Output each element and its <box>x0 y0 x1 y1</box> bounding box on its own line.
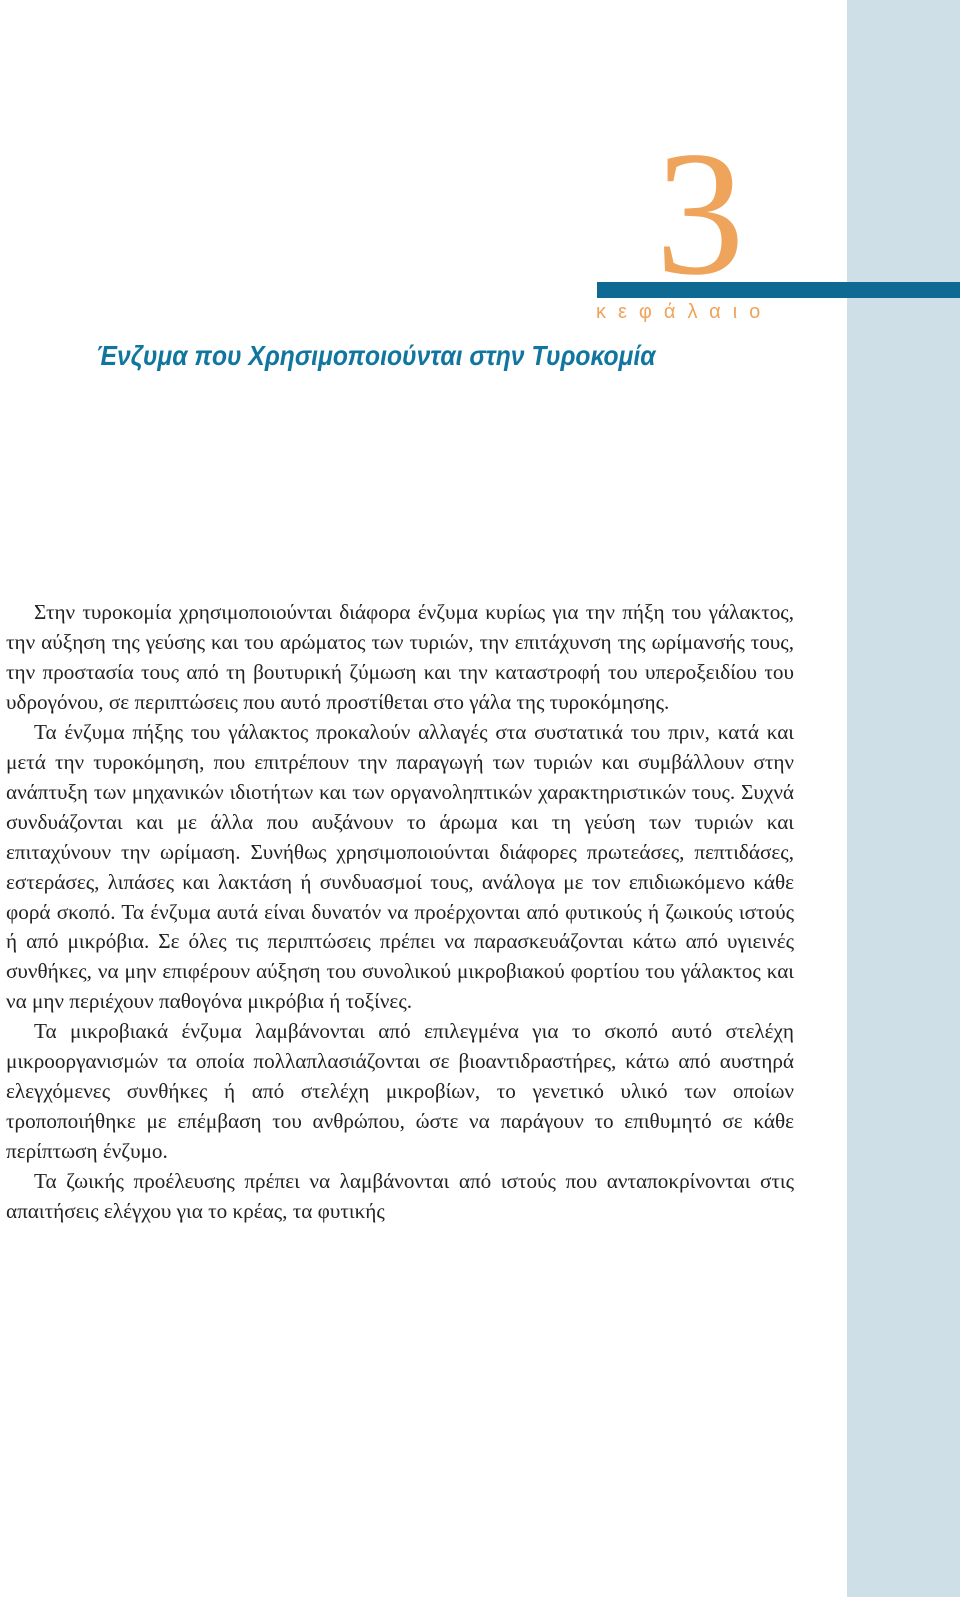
paragraph-4: Τα ζωικής προέλευσης πρέπει να λαμβάνονται από ιστούς που ανταποκρίνονται στις απαιτήσεις ελέγχου για το κρέας, τα φυτικής <box>6 1169 794 1224</box>
paragraph-3: Τα μικροβιακά ένζυμα λαμβάνονται από επιλεγμένα για το σκοπό αυτό στελέχη μικροοργανισμών τα οποία πολλαπλασιάζονται σε βιοαντιδραστήρες, κάτω από αυστηρά ελεγχόμενες συνθήκες ή από στελέχη μικροβίων, το γενετικό υλικό των οποίων τροποποιήθηκε με επέμβαση του ανθρώπου, ώστε να παράγουν το επιθυμητό σε κάθε περίπτωση ένζυμο. <box>6 1019 794 1164</box>
paragraph-2: Τα ένζυμα πήξης του γάλακτος προκαλούν αλλαγές στα συστατικά του πριν, κατά και μετά την τυροκόμηση, που επιτρέπουν την παραγωγή των τυριών και συμβάλλουν στην ανάπτυξη των μηχανικών ιδιοτήτων και των οργανοληπτικών χαρακτηριστικών τους. Συχνά συνδυάζονται και με άλλα που αυξάνουν το άρωμα και τη γεύση των τυριών και επιταχύνουν την ωρίμαση. Συνήθως χρησιμοποιούνται διάφορες πρωτεάσες, πεπτιδάσες, εστεράσες, λιπάσες και λακτάση ή συνδυασμοί τους, ανάλογα με τον επιδιωκόμενο κάθε φορά σκοπό. Τα ένζυμα αυτά είναι δυνατόν να προέρχονται από φυτικούς ή ζωικούς ιστούς ή από μικρόβια. Σε όλες τις περιπτώσεις πρέπει να παρασκευάζονται κάτω από υγιεινές συνθήκες, να μην επιφέρουν αύξηση του συνολικού μικροβιακού φορτίου του γάλακτος και να μην περιέχουν παθογόνα μικρόβια ή τοξίνες. <box>6 719 794 1014</box>
body-text <box>6 598 794 1227</box>
chapter-title: Ένζυμα που Χρησιμοποιούνται στην Τυροκομία <box>96 340 656 371</box>
chapter-number: 3 <box>655 114 745 312</box>
chapter-label: κεφάλαιο <box>596 301 773 323</box>
side-margin-band <box>847 0 960 1597</box>
paragraph-1: Στην τυροκομία χρησιμοποιούνται διάφορα ένζυμα κυρίως για την πήξη του γάλακτος, την αύξηση της γεύσης και του αρώματος των τυριών, την επιτάχυνση της ωρίμανσής τους, την προστασία τους από τη βουτυρική ζύμωση και την καταστροφή του υπεροξειδίου του υδρογόνου, σε περιπτώσεις που αυτό προστίθεται στο γάλα της τυροκόμησης. <box>6 600 794 714</box>
